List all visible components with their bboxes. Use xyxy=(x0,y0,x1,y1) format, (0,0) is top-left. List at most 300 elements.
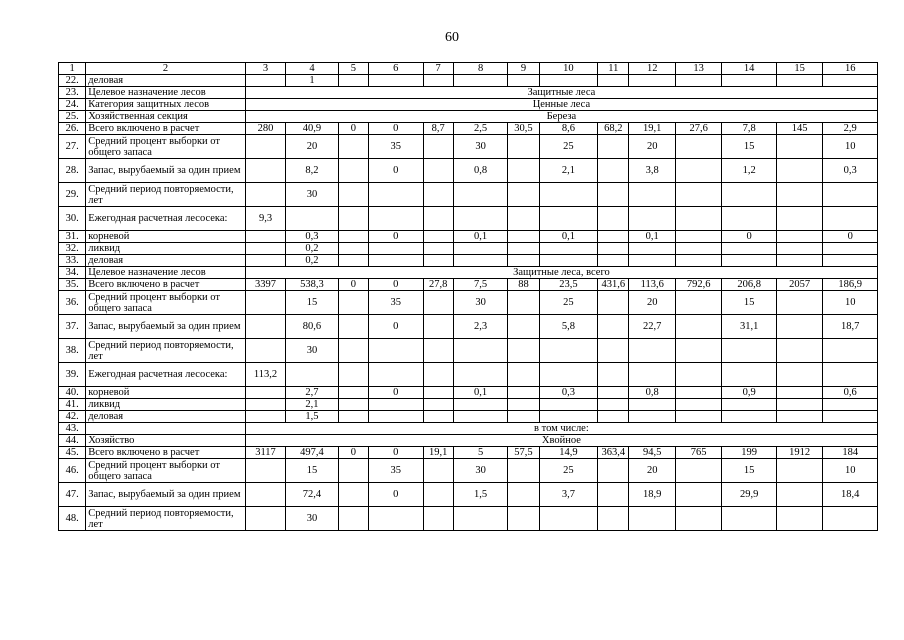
value-cell xyxy=(423,243,453,255)
value-cell xyxy=(423,231,453,243)
value-cell xyxy=(338,135,368,159)
value-cell: 8,6 xyxy=(539,123,598,135)
value-cell xyxy=(245,75,285,87)
value-cell xyxy=(675,399,721,411)
value-cell xyxy=(598,507,629,531)
value-cell: 206,8 xyxy=(722,279,777,291)
row-number: 22. xyxy=(59,75,86,87)
table-row xyxy=(59,483,878,507)
value-cell xyxy=(508,183,539,207)
value-cell xyxy=(423,255,453,267)
row-label: ликвид xyxy=(86,399,246,411)
table-row xyxy=(59,159,878,183)
value-cell: 280 xyxy=(245,123,285,135)
value-cell xyxy=(338,339,368,363)
value-cell xyxy=(338,459,368,483)
column-number: 9 xyxy=(508,63,539,75)
value-cell xyxy=(629,507,675,531)
value-cell: 23,5 xyxy=(539,279,598,291)
value-cell xyxy=(338,255,368,267)
value-cell: 25 xyxy=(539,291,598,315)
value-cell: 15 xyxy=(722,459,777,483)
column-number: 1 xyxy=(59,63,86,75)
value-cell xyxy=(598,363,629,387)
value-cell: 0,1 xyxy=(453,231,508,243)
value-cell xyxy=(368,339,423,363)
value-cell: 0 xyxy=(368,159,423,183)
value-cell xyxy=(245,339,285,363)
value-cell xyxy=(245,411,285,423)
row-number: 38. xyxy=(59,339,86,363)
value-cell xyxy=(629,339,675,363)
row-label: Хозяйство xyxy=(86,435,246,447)
value-cell xyxy=(823,363,878,387)
value-cell xyxy=(508,243,539,255)
value-cell xyxy=(675,507,721,531)
value-cell: 35 xyxy=(368,291,423,315)
value-cell xyxy=(338,291,368,315)
row-label: Категория защитных лесов xyxy=(86,99,246,111)
value-cell xyxy=(539,339,598,363)
value-cell xyxy=(675,291,721,315)
value-cell xyxy=(776,135,822,159)
value-cell xyxy=(368,207,423,231)
value-cell xyxy=(368,255,423,267)
row-number: 23. xyxy=(59,87,86,99)
value-cell xyxy=(508,459,539,483)
table-row xyxy=(59,255,878,267)
value-cell: 30 xyxy=(453,459,508,483)
value-cell: 40,9 xyxy=(286,123,339,135)
value-cell xyxy=(776,183,822,207)
value-cell xyxy=(423,483,453,507)
value-cell: 35 xyxy=(368,459,423,483)
value-cell xyxy=(598,231,629,243)
value-cell xyxy=(598,75,629,87)
value-cell: 0,2 xyxy=(286,243,339,255)
value-cell xyxy=(368,75,423,87)
value-cell xyxy=(368,411,423,423)
column-number: 12 xyxy=(629,63,675,75)
value-cell xyxy=(245,243,285,255)
row-number: 24. xyxy=(59,99,86,111)
value-cell xyxy=(539,411,598,423)
value-cell xyxy=(776,483,822,507)
section-heading: Защитные леса, всего xyxy=(245,267,877,279)
value-cell: 10 xyxy=(823,459,878,483)
value-cell: 0,6 xyxy=(823,387,878,399)
value-cell xyxy=(245,315,285,339)
row-label: Целевое назначение лесов xyxy=(86,87,246,99)
column-number: 13 xyxy=(675,63,721,75)
value-cell: 30,5 xyxy=(508,123,539,135)
value-cell: 0,1 xyxy=(539,231,598,243)
value-cell xyxy=(675,483,721,507)
value-cell: 2,9 xyxy=(823,123,878,135)
value-cell xyxy=(776,387,822,399)
value-cell: 0 xyxy=(368,315,423,339)
value-cell xyxy=(338,411,368,423)
value-cell xyxy=(675,75,721,87)
value-cell xyxy=(508,135,539,159)
row-number: 43. xyxy=(59,423,86,435)
row-number: 33. xyxy=(59,255,86,267)
row-label: корневой xyxy=(86,231,246,243)
row-label: Средний процент выборки от общего запаса xyxy=(86,459,246,483)
column-number: 16 xyxy=(823,63,878,75)
value-cell xyxy=(598,459,629,483)
value-cell xyxy=(245,183,285,207)
value-cell xyxy=(508,291,539,315)
column-number: 10 xyxy=(539,63,598,75)
row-label: Запас, вырубаемый за один прием xyxy=(86,315,246,339)
value-cell xyxy=(675,135,721,159)
value-cell: 2,1 xyxy=(539,159,598,183)
value-cell: 80,6 xyxy=(286,315,339,339)
row-number: 28. xyxy=(59,159,86,183)
value-cell: 94,5 xyxy=(629,447,675,459)
table-row xyxy=(59,99,878,111)
value-cell xyxy=(722,399,777,411)
value-cell xyxy=(423,207,453,231)
row-number: 37. xyxy=(59,315,86,339)
value-cell: 0 xyxy=(722,231,777,243)
value-cell xyxy=(286,363,339,387)
value-cell xyxy=(776,315,822,339)
row-number: 32. xyxy=(59,243,86,255)
value-cell: 1 xyxy=(286,75,339,87)
row-label: Средний период повторяемости, лет xyxy=(86,339,246,363)
column-number: 8 xyxy=(453,63,508,75)
value-cell xyxy=(423,75,453,87)
section-heading: Береза xyxy=(245,111,877,123)
table-row xyxy=(59,399,878,411)
value-cell: 0 xyxy=(368,387,423,399)
value-cell: 363,4 xyxy=(598,447,629,459)
value-cell: 0 xyxy=(823,231,878,243)
value-cell: 0 xyxy=(368,483,423,507)
value-cell xyxy=(675,243,721,255)
value-cell: 15 xyxy=(722,291,777,315)
value-cell xyxy=(675,315,721,339)
row-number: 45. xyxy=(59,447,86,459)
value-cell xyxy=(423,411,453,423)
value-cell xyxy=(423,135,453,159)
value-cell: 792,6 xyxy=(675,279,721,291)
value-cell xyxy=(598,411,629,423)
row-label: Хозяйственная секция xyxy=(86,111,246,123)
table-row xyxy=(59,267,878,279)
value-cell xyxy=(776,339,822,363)
value-cell xyxy=(722,75,777,87)
value-cell xyxy=(338,483,368,507)
value-cell xyxy=(245,231,285,243)
value-cell xyxy=(338,231,368,243)
value-cell xyxy=(823,183,878,207)
column-number: 11 xyxy=(598,63,629,75)
value-cell xyxy=(598,339,629,363)
value-cell: 68,2 xyxy=(598,123,629,135)
table-row xyxy=(59,435,878,447)
value-cell xyxy=(453,399,508,411)
row-label: Запас, вырубаемый за один прием xyxy=(86,483,246,507)
value-cell xyxy=(368,399,423,411)
row-number: 42. xyxy=(59,411,86,423)
column-number: 14 xyxy=(722,63,777,75)
value-cell xyxy=(508,483,539,507)
value-cell: 18,9 xyxy=(629,483,675,507)
section-heading: Ценные леса xyxy=(245,99,877,111)
value-cell xyxy=(368,363,423,387)
value-cell xyxy=(776,75,822,87)
value-cell xyxy=(245,255,285,267)
table-row xyxy=(59,243,878,255)
value-cell: 2,5 xyxy=(453,123,508,135)
value-cell xyxy=(629,363,675,387)
value-cell: 145 xyxy=(776,123,822,135)
value-cell: 0,1 xyxy=(629,231,675,243)
value-cell: 57,5 xyxy=(508,447,539,459)
row-label: ликвид xyxy=(86,243,246,255)
value-cell xyxy=(675,387,721,399)
value-cell xyxy=(423,387,453,399)
value-cell: 3,7 xyxy=(539,483,598,507)
table-row xyxy=(59,507,878,531)
value-cell xyxy=(453,75,508,87)
value-cell xyxy=(508,411,539,423)
value-cell xyxy=(722,243,777,255)
value-cell: 0,3 xyxy=(286,231,339,243)
page-number: 60 xyxy=(445,30,459,45)
value-cell: 1,2 xyxy=(722,159,777,183)
value-cell: 2,3 xyxy=(453,315,508,339)
row-number: 41. xyxy=(59,399,86,411)
value-cell xyxy=(776,507,822,531)
value-cell xyxy=(453,339,508,363)
value-cell xyxy=(629,207,675,231)
value-cell xyxy=(629,183,675,207)
value-cell: 14,9 xyxy=(539,447,598,459)
section-heading: в том числе: xyxy=(245,423,877,435)
value-cell: 20 xyxy=(629,291,675,315)
value-cell xyxy=(539,183,598,207)
value-cell xyxy=(598,483,629,507)
row-number: 48. xyxy=(59,507,86,531)
value-cell: 31,1 xyxy=(722,315,777,339)
value-cell xyxy=(245,135,285,159)
row-number: 44. xyxy=(59,435,86,447)
row-number: 35. xyxy=(59,279,86,291)
value-cell: 27,6 xyxy=(675,123,721,135)
value-cell xyxy=(539,243,598,255)
value-cell xyxy=(776,459,822,483)
value-cell xyxy=(338,399,368,411)
value-cell: 15 xyxy=(722,135,777,159)
value-cell xyxy=(453,183,508,207)
value-cell: 0 xyxy=(368,447,423,459)
row-label: Средний процент выборки от общего запаса xyxy=(86,291,246,315)
value-cell: 0 xyxy=(338,123,368,135)
value-cell: 2,7 xyxy=(286,387,339,399)
value-cell xyxy=(508,315,539,339)
row-label: деловая xyxy=(86,411,246,423)
column-number: 15 xyxy=(776,63,822,75)
value-cell: 2,1 xyxy=(286,399,339,411)
table-row xyxy=(59,183,878,207)
value-cell: 0 xyxy=(368,123,423,135)
value-cell xyxy=(675,207,721,231)
value-cell: 184 xyxy=(823,447,878,459)
row-number: 39. xyxy=(59,363,86,387)
value-cell xyxy=(776,207,822,231)
value-cell: 0,9 xyxy=(722,387,777,399)
value-cell xyxy=(629,411,675,423)
value-cell xyxy=(776,411,822,423)
value-cell: 765 xyxy=(675,447,721,459)
table-row xyxy=(59,123,878,135)
table-row xyxy=(59,315,878,339)
row-label: деловая xyxy=(86,75,246,87)
table-row xyxy=(59,207,878,231)
value-cell: 30 xyxy=(286,339,339,363)
value-cell xyxy=(598,291,629,315)
value-cell xyxy=(453,207,508,231)
value-cell xyxy=(539,75,598,87)
value-cell xyxy=(776,159,822,183)
value-cell xyxy=(776,243,822,255)
value-cell: 0 xyxy=(368,279,423,291)
value-cell xyxy=(539,507,598,531)
value-cell xyxy=(423,315,453,339)
value-cell xyxy=(245,459,285,483)
table-row xyxy=(59,75,878,87)
value-cell: 1,5 xyxy=(286,411,339,423)
value-cell xyxy=(776,399,822,411)
value-cell: 8,7 xyxy=(423,123,453,135)
table-row xyxy=(59,279,878,291)
value-cell: 0,8 xyxy=(453,159,508,183)
value-cell: 1912 xyxy=(776,447,822,459)
value-cell xyxy=(598,315,629,339)
row-label: Средний процент выборки от общего запаса xyxy=(86,135,246,159)
value-cell xyxy=(598,207,629,231)
row-number: 34. xyxy=(59,267,86,279)
value-cell xyxy=(423,159,453,183)
value-cell xyxy=(508,507,539,531)
value-cell xyxy=(423,183,453,207)
value-cell: 497,4 xyxy=(286,447,339,459)
value-cell xyxy=(423,363,453,387)
table-row xyxy=(59,87,878,99)
value-cell: 186,9 xyxy=(823,279,878,291)
value-cell xyxy=(423,459,453,483)
value-cell: 5,8 xyxy=(539,315,598,339)
value-cell: 30 xyxy=(286,183,339,207)
value-cell xyxy=(823,255,878,267)
value-cell xyxy=(245,483,285,507)
column-number: 7 xyxy=(423,63,453,75)
value-cell xyxy=(508,75,539,87)
row-number: 25. xyxy=(59,111,86,123)
value-cell: 72,4 xyxy=(286,483,339,507)
value-cell: 8,2 xyxy=(286,159,339,183)
value-cell xyxy=(629,399,675,411)
value-cell: 0,1 xyxy=(453,387,508,399)
value-cell xyxy=(368,507,423,531)
value-cell: 199 xyxy=(722,447,777,459)
value-cell: 19,1 xyxy=(629,123,675,135)
value-cell xyxy=(776,291,822,315)
row-number: 46. xyxy=(59,459,86,483)
value-cell xyxy=(598,399,629,411)
value-cell xyxy=(508,339,539,363)
value-cell xyxy=(245,399,285,411)
value-cell xyxy=(368,183,423,207)
column-number: 3 xyxy=(245,63,285,75)
row-label: Ежегодная расчетная лесосека: xyxy=(86,363,246,387)
value-cell: 3,8 xyxy=(629,159,675,183)
value-cell: 35 xyxy=(368,135,423,159)
value-cell xyxy=(539,399,598,411)
row-label: Всего включено в расчет xyxy=(86,123,246,135)
value-cell xyxy=(338,159,368,183)
value-cell xyxy=(722,339,777,363)
row-number: 31. xyxy=(59,231,86,243)
value-cell xyxy=(722,255,777,267)
value-cell: 5 xyxy=(453,447,508,459)
value-cell xyxy=(423,291,453,315)
value-cell xyxy=(675,183,721,207)
table-row xyxy=(59,135,878,159)
row-label: Запас, вырубаемый за один прием xyxy=(86,159,246,183)
value-cell: 20 xyxy=(286,135,339,159)
value-cell: 10 xyxy=(823,135,878,159)
value-cell xyxy=(286,207,339,231)
table-body xyxy=(59,63,878,531)
row-number: 47. xyxy=(59,483,86,507)
value-cell xyxy=(453,507,508,531)
value-cell xyxy=(338,387,368,399)
row-number: 29. xyxy=(59,183,86,207)
value-cell: 25 xyxy=(539,135,598,159)
row-label: деловая xyxy=(86,255,246,267)
value-cell xyxy=(338,183,368,207)
value-cell: 431,6 xyxy=(598,279,629,291)
value-cell: 25 xyxy=(539,459,598,483)
value-cell xyxy=(508,159,539,183)
value-cell: 113,6 xyxy=(629,279,675,291)
value-cell: 20 xyxy=(629,135,675,159)
value-cell xyxy=(823,411,878,423)
value-cell xyxy=(722,507,777,531)
value-cell: 19,1 xyxy=(423,447,453,459)
column-number: 6 xyxy=(368,63,423,75)
value-cell xyxy=(598,159,629,183)
value-cell xyxy=(508,387,539,399)
value-cell xyxy=(245,507,285,531)
value-cell xyxy=(629,255,675,267)
value-cell xyxy=(675,411,721,423)
value-cell xyxy=(245,159,285,183)
row-label: Ежегодная расчетная лесосека: xyxy=(86,207,246,231)
value-cell xyxy=(823,243,878,255)
value-cell xyxy=(423,507,453,531)
value-cell xyxy=(722,411,777,423)
value-cell xyxy=(598,387,629,399)
table-row xyxy=(59,231,878,243)
value-cell xyxy=(598,255,629,267)
value-cell: 3397 xyxy=(245,279,285,291)
